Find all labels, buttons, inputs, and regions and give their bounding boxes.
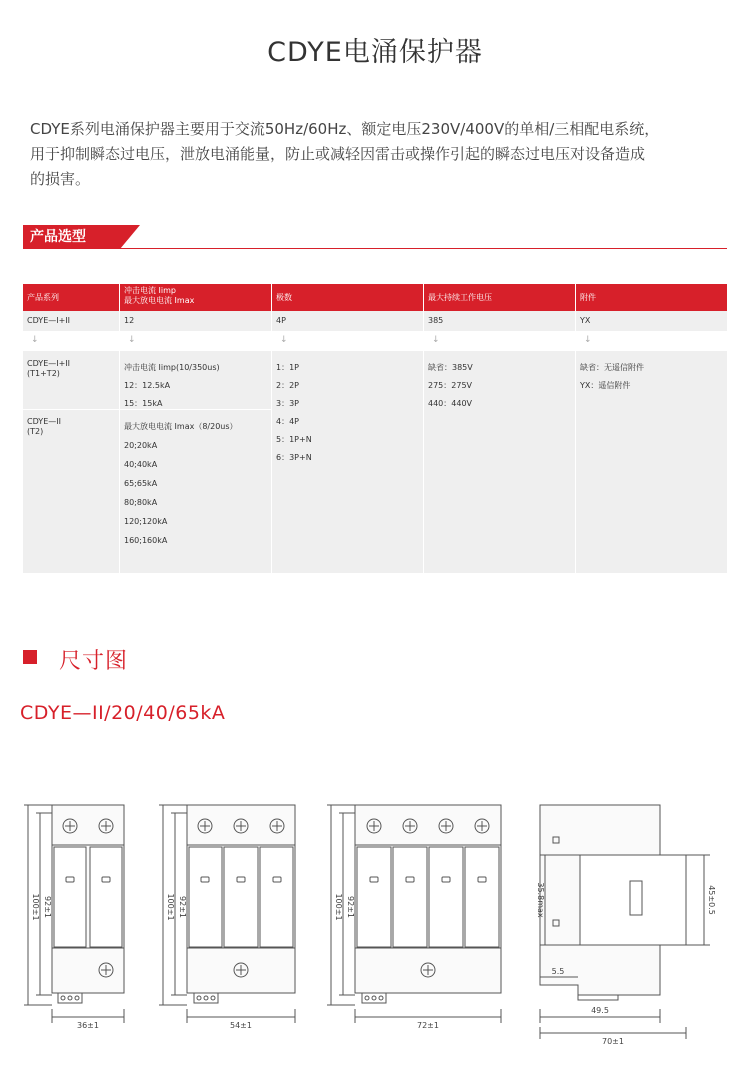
voltage-option: 缺省：385V (428, 363, 473, 372)
cell-divider (23, 409, 119, 410)
dim-height-outer-2p: 100±1 (31, 893, 40, 921)
table-row (23, 311, 727, 331)
header-poles: 极数 (276, 293, 292, 302)
poles-option: 6：3P+N (276, 453, 312, 462)
series-option (27, 417, 61, 437)
dim-height-inner-3p: 92±1 (178, 896, 187, 918)
side-view (540, 805, 710, 1039)
current-option: 12：12.5kA (124, 381, 171, 390)
selection-table (23, 284, 727, 573)
section-header-selection (23, 225, 727, 249)
example-accessory: YX (580, 316, 591, 325)
table-options-body (23, 351, 727, 573)
column-divider (271, 284, 272, 573)
series-option-line: (T1+T2) (27, 369, 60, 378)
header-current-line: 冲击电流 Iimp (124, 286, 176, 295)
accessory-option: 缺省：无遥信附件 (580, 363, 644, 372)
header-current-line: 最大放电电流 Imax (124, 296, 195, 305)
section-divider (23, 248, 727, 249)
cell-divider (120, 409, 271, 410)
example-current: 12 (124, 316, 135, 325)
arrow-down-icon: ↓ (31, 335, 39, 345)
current-group-heading: 最大放电电流 Imax（8/20us） (124, 422, 238, 431)
arrow-down-icon: ↓ (128, 335, 136, 345)
accessory-options (580, 359, 644, 395)
current-option: 15：15kA (124, 399, 163, 408)
series-option-line: (T2) (27, 427, 44, 436)
dim-side-height: 45±0.5 (707, 885, 716, 915)
poles-option: 2：2P (276, 381, 300, 390)
current-option: 65;65kA (124, 479, 158, 488)
dim-width-2p: 36±1 (77, 1021, 99, 1030)
series-option (27, 359, 70, 379)
table-header-row (23, 284, 727, 311)
section-tag: 产品选型 (23, 225, 120, 249)
poles-option: 5：1P+N (276, 435, 312, 444)
dim-height-outer-4p: 100±1 (334, 893, 343, 921)
header-accessory: 附件 (580, 293, 596, 302)
intro-line: CDYE系列电涌保护器主要用于交流50Hz/60Hz、额定电压230V/400V的单相/三相配电系统， (30, 120, 660, 138)
section-tag-corner (120, 225, 140, 249)
section-square-icon (23, 650, 37, 664)
dim-width-4p: 72±1 (417, 1021, 439, 1030)
poles-options (276, 359, 312, 467)
series-option-line: CDYE—II (27, 417, 61, 426)
voltage-option: 275：275V (428, 381, 473, 390)
voltage-options (428, 359, 473, 413)
header-current (124, 286, 194, 306)
example-voltage: 385 (428, 316, 444, 325)
dim-side-total: 70±1 (602, 1037, 624, 1045)
table-arrow-row (23, 331, 727, 351)
dim-height-outer-3p: 100±1 (166, 893, 175, 921)
series-option-line: CDYE—I+II (27, 359, 71, 368)
current-option: 160;160kA (124, 536, 168, 545)
dim-height-inner-2p: 92±1 (43, 896, 52, 918)
model-title: CDYE—II/20/40/65kA (20, 702, 226, 724)
intro-line: 用于抑制瞬态过电压，泄放电涌能量，防止或减轻因雷击或操作引起的瞬态过电压对设备造成 (30, 145, 646, 163)
dim-height-inner-4p: 92±1 (346, 896, 355, 918)
current-option: 80;80kA (124, 498, 158, 507)
section-title: 尺寸图 (59, 649, 129, 674)
column-divider (119, 284, 120, 573)
arrow-down-icon: ↓ (280, 335, 288, 345)
dimension-drawing (18, 795, 718, 1045)
header-voltage: 最大持续工作电压 (428, 293, 492, 302)
current-option: 20;20kA (124, 441, 158, 450)
dim-side-depth-max: 35.8max (536, 882, 545, 918)
column-divider (575, 284, 576, 573)
intro-line: 的损害。 (30, 170, 91, 188)
dim-width-3p: 54±1 (230, 1021, 252, 1030)
current-group-discharge (124, 417, 238, 550)
header-series: 产品系列 (27, 293, 59, 302)
dim-side-offset: 5.5 (551, 967, 565, 976)
current-group-impulse (124, 359, 220, 413)
poles-option: 4：4P (276, 417, 300, 426)
intro-paragraph (30, 117, 730, 192)
arrow-down-icon: ↓ (432, 335, 440, 345)
poles-option: 1：1P (276, 363, 300, 372)
voltage-option: 440：440V (428, 399, 473, 408)
current-option: 40;40kA (124, 460, 158, 469)
current-option: 120;120kA (124, 517, 168, 526)
example-series: CDYE—I+II (27, 316, 71, 325)
current-group-heading: 冲击电流 Iimp(10/350us) (124, 363, 220, 372)
arrow-down-icon: ↓ (584, 335, 592, 345)
dim-side-depth: 49.5 (591, 1006, 609, 1015)
page-title: CDYE电涌保护器 (267, 37, 483, 68)
example-poles: 4P (276, 316, 286, 325)
accessory-option: YX：遥信附件 (580, 381, 631, 390)
poles-option: 3：3P (276, 399, 300, 408)
column-divider (423, 284, 424, 573)
